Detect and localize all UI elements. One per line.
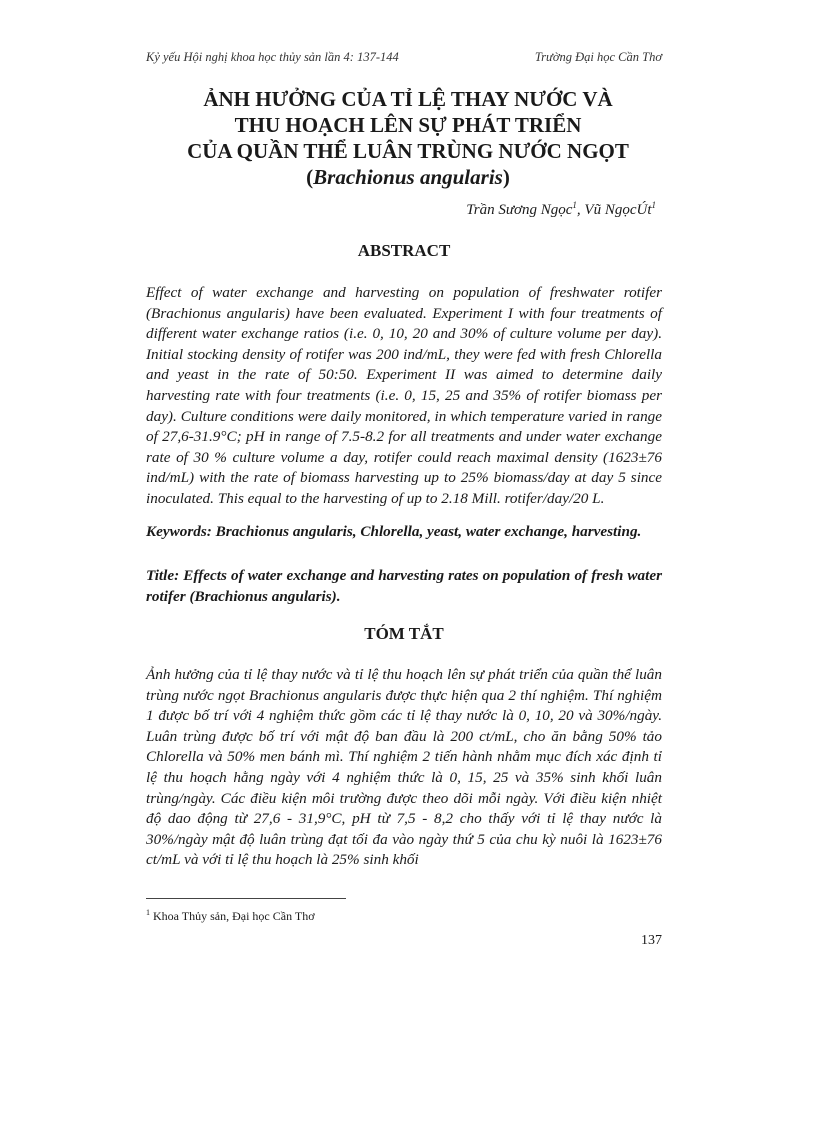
author-separator: , [576,202,585,218]
header-institution: Trường Đại học Cần Thơ [534,50,662,64]
footnote-divider [146,898,346,899]
title-open-paren: ( [306,165,314,189]
footnote-text: Khoa Thủy sản, Đại học Cần Thơ [150,909,315,923]
header-journal: Kỷ yếu Hội nghị khoa học thủy sản lần 4: 137-144 [146,50,399,64]
tomtat-body: Ảnh hưởng của tỉ lệ thay nước và tỉ lệ thu hoạch lên sự phát triển của quần thể luân trùng nước ngọt Brachionus angularis được thực hiện qua 2 thí nghiệm. Thí nghiệm 1 được bố trí với 4 nghiệm thức gồm các tỉ lệ thay nước là 0, 10, 20 và 30%/ngày. Luân trùng được bố trí với mật độ ban đầu là 200 ct/mL, cho ăn bằng 50% tảo Chlorella và 50% men bánh mì. Thí nghiệm 2 tiến hành nhằm mục đích xác định tỉ lệ thu hoạch hằng ngày với 4 nghiệm thức là 0, 15, 25 và 35% sinh khối luân trùng/ngày. Các điều kiện môi trường được theo dõi mỗi ngày. Với điều kiện nhiệt độ dao động từ 27,6 - 31,9°C, pH từ 7,5 - 8,2 cho thấy với tỉ lệ thay nước là 30%/ngày mật độ luân trùng đạt tối đa vào ngày thứ 5 của chu kỳ nuôi là 1623±76 ct/mL và với tỉ lệ thu hoạch là 25% sinh khối [146,666,662,869]
title-close-paren: ) [502,165,510,189]
footnote-marker: 1 [146,908,150,917]
page-number: 137 [641,933,662,948]
english-title: Title: Effects of water exchange and harvesting rates on population of fresh water rotifer (Brachionus angularis). [146,567,662,605]
title-line-1: ẢNH HƯỞNG CỦA TỈ LỆ THAY NƯỚC VÀ [203,87,613,111]
title-line-2: THU HOẠCH LÊN SỰ PHÁT TRIỂN [234,113,582,137]
running-header [146,50,662,65]
author-2: Vũ NgọcÚt [584,202,652,218]
author-2-affiliation: 1 [651,200,656,210]
paper-title [120,86,696,190]
abstract-heading: ABSTRACT [357,241,451,260]
title-species: Brachionus angularis [313,165,503,189]
keywords: Keywords: Brachionus angularis, Chlorella, yeast, water exchange, harvesting. [146,523,642,540]
tomtat-heading: TÓM TẮT [364,624,444,643]
authors [300,200,656,219]
abstract-body: Effect of water exchange and harvesting on population of freshwater rotifer (Brachionus angularis) have been evaluated. Experiment I with four treatments of different water exchange ratios (i.e. 0, 10, 20 and 30% of culture volume per day). Initial stocking density of rotifer was 200 ind/mL, they were fed with fresh Chlorella and yeast in the rate of 50:50. Experiment II was aimed to determine daily harvesting rate with four treatments (i.e. 0, 15, 25 and 35% of rotifer biomass per day). Culture conditions were daily monitored, in which temperature varied in range of 27,6-31.9°C; pH in range of 7.5-8.2 for all treatments and under water exchange rate of 30 % culture volume a day, rotifer could reach maximal density (1623±76 ind/mL) with the rate of biomass harvesting up to 25% biomass/day at day 5 since inoculated. This equal to the harvesting of up to 2.18 Mill. rotifer/day/20 L. [146,284,662,507]
footnote [146,908,315,924]
author-1: Trần Sương Ngọc [466,202,573,218]
author-1-affiliation: 1 [572,200,577,210]
title-line-4 [120,164,696,190]
title-line-3: CỦA QUẦN THỂ LUÂN TRÙNG NƯỚC NGỌT [187,139,629,163]
